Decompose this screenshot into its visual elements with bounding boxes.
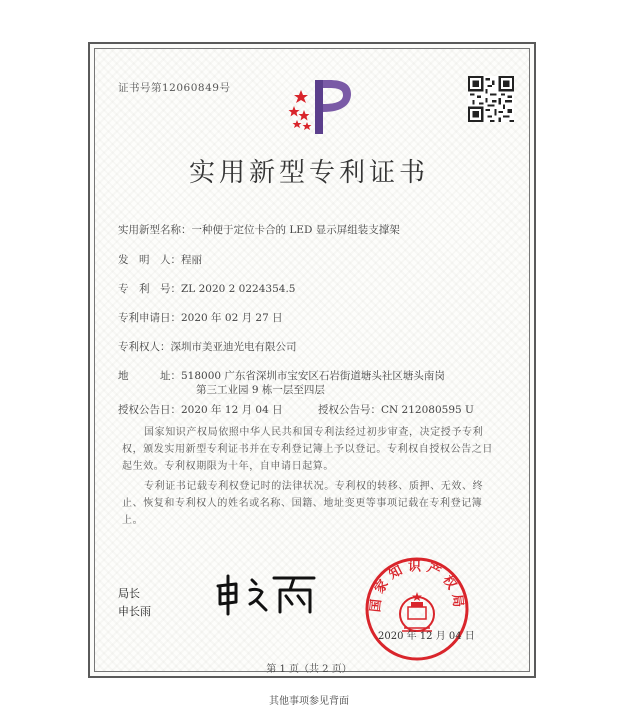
patent-holder-row xyxy=(118,339,297,354)
patent-number-row xyxy=(118,281,295,296)
legal-status-paragraph: 专利证书记载专利权登记时的法律状况。专利权的转移、质押、无效、终止、恢复和专利权人的姓名或名称、国籍、地址变更等事项记载在专利登记簿上。 xyxy=(122,481,484,526)
field-label: 专利权人： xyxy=(118,341,171,353)
filing-date-row xyxy=(118,310,283,325)
official-seal xyxy=(364,556,470,662)
grant-statement-paragraph: 国家知识产权局依照中华人民共和国专利法经过初步审查，决定授予专利权，颁发实用新型专利证书并在专利登记簿上予以登记。专利权自授权公告之日起生效。专利权期限为十年，自申请日起算。 xyxy=(122,427,493,472)
field-label: 授权公告日： xyxy=(118,404,181,416)
seal-date: 2020 年 12 月 04 日 xyxy=(378,631,475,642)
address-line-2: 第三工业园 9 栋一层至四层 xyxy=(196,384,325,396)
footer-note: 其他事项参见背面 xyxy=(269,696,349,707)
field-value: 程丽 xyxy=(181,254,202,266)
field-label: 授权公告号： xyxy=(318,404,381,416)
field-label: 地 址： xyxy=(118,370,181,382)
field-value: CN 212080595 U xyxy=(381,404,474,416)
cnipa-logo xyxy=(285,72,355,142)
field-value: 深圳市美亚迪光电有限公司 xyxy=(170,341,297,353)
grant-number-row xyxy=(318,402,474,417)
page-indicator: 第 1 页（共 2 页） xyxy=(266,664,352,675)
certificate-title: 实用新型专利证书 xyxy=(188,158,429,188)
qr-code xyxy=(468,76,514,122)
field-value: 2020 年 12 月 04 日 xyxy=(181,404,283,416)
field-label: 发 明 人： xyxy=(118,254,181,266)
field-label: 实用新型名称： xyxy=(118,224,192,236)
field-label: 专利申请日： xyxy=(118,312,181,324)
utility-model-name-row xyxy=(118,222,400,237)
field-value: ZL 2020 2 0224354.5 xyxy=(181,283,296,295)
field-label: 专 利 号： xyxy=(118,283,181,295)
seal-text: 国家知识产权局 xyxy=(368,559,466,613)
address-row xyxy=(118,368,445,383)
field-value: 2020 年 02 月 27 日 xyxy=(181,312,283,324)
director-name: 申长雨 xyxy=(118,605,151,618)
grant-date-row xyxy=(118,402,283,417)
director-signature xyxy=(212,570,322,618)
field-value: 518000 广东省深圳市宝安区石岩街道塘头社区塘头南岗 xyxy=(181,370,445,382)
certificate-number: 证书号第12060849号 xyxy=(118,82,231,94)
field-value: 一种便于定位卡合的 LED 显示屏组装支撑架 xyxy=(191,224,400,236)
director-title: 局长 xyxy=(118,587,140,600)
inventor-row xyxy=(118,252,202,267)
